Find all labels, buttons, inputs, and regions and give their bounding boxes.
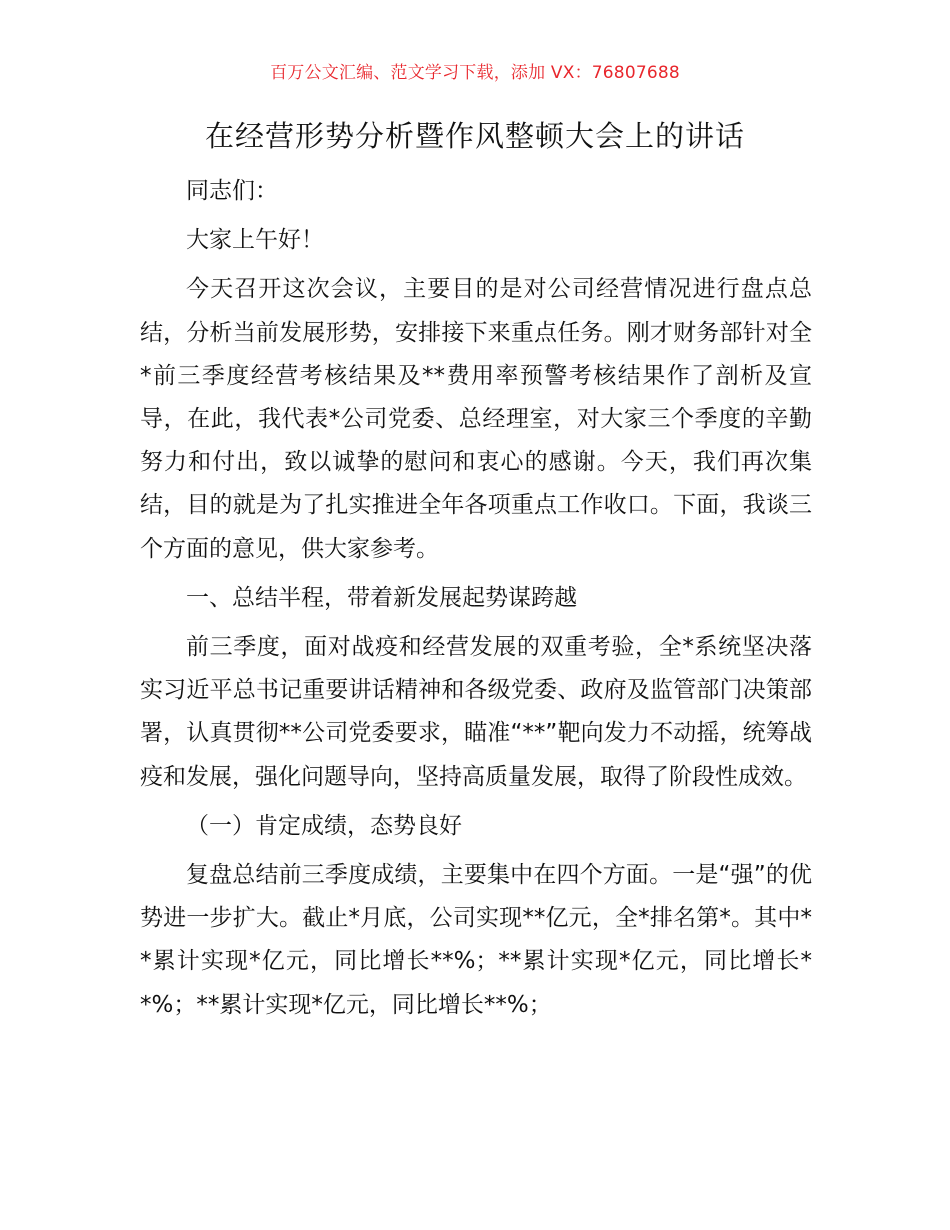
greeting: 大家上午好！ [186,227,324,254]
intro-paragraph: 今天召开这次会议，主要目的是对公司经营情况进行盘点总结，分析当前发展形势，安排接下来重点任务。刚才财务部针对全*前三季度经营考核结果及**费用率预警考核结果作了剖析及宣导，在此，我代表*公司党委、总经理室，对大家三个季度的辛勤努力和付出，致以诚挚的慰问和衷心的感谢。今天，我们再次集结，目的就是为了扎实推进全年各项重点工作收口。下面，我谈三个方面的意见，供大家参考。 [140,276,812,562]
document-title: 在经营形势分析暨作风整顿大会上的讲话 [204,119,745,153]
document-body [140,170,812,1033]
section-1-paragraph: 前三季度，面对战疫和经营发展的双重考验，全*系统坚决落实习近平总书记重要讲话精神和各级党委、政府及监管部门决策部署，认真贯彻**公司党委要求，瞄准“**”靶向发力不动摇，统筹战疫和发展，强化问题导向，坚持高质量发展，取得了阶段性成效。 [140,634,812,790]
subsection-1-paragraph: 复盘总结前三季度成绩，主要集中在四个方面。一是“强”的优势进一步扩大。截止*月底，公司实现**亿元，全*排名第*。其中**累计实现*亿元，同比增长**%；**累计实现*亿元，同比增长**%；**累计实现*亿元，同比增长**%； [140,862,812,1018]
section-heading-1: 一、总结半程，带着新发展起势谋跨越 [186,584,577,611]
subsection-heading-1: （一）肯定成绩，态势良好 [186,812,462,839]
salutation: 同志们： [186,178,278,204]
header-download-note: 百万公文汇编、范文学习下载，添加 VX：76807688 [270,63,680,83]
